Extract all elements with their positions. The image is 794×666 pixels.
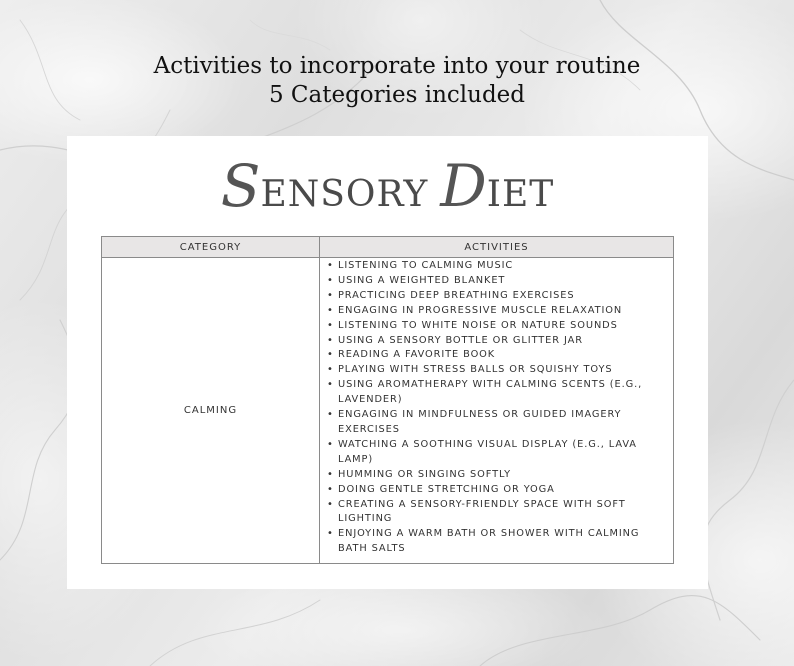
list-item: • USING AROMATHERAPY WITH CALMING SCENTS (E.G., LAVENDER): [327, 378, 669, 408]
list-item: • USING A WEIGHTED BLANKET: [327, 274, 669, 289]
title-word2-rest: IET: [486, 174, 555, 215]
list-item: • ENGAGING IN PROGRESSIVE MUSCLE RELAXATION: [327, 304, 669, 319]
activities-table: [101, 236, 674, 564]
list-item: • CREATING A SENSORY-FRIENDLY SPACE WITH SOFT LIGHTING: [327, 498, 669, 528]
list-item: • PRACTICING DEEP BREATHING EXERCISES: [327, 289, 669, 304]
activities-list: [327, 259, 669, 557]
list-item: • LISTENING TO CALMING MUSIC: [327, 259, 669, 274]
title-word1-initial: S: [220, 152, 261, 220]
column-header-activities: ACTIVITIES: [320, 237, 674, 258]
title-word2-initial: D: [440, 152, 487, 220]
sheet-title: [67, 146, 708, 226]
category-cell: CALMING: [102, 258, 320, 564]
column-header-category: CATEGORY: [102, 237, 320, 258]
list-item: • WATCHING A SOOTHING VISUAL DISPLAY (E.G., LAVA LAMP): [327, 438, 669, 468]
table-header-row: [102, 237, 674, 258]
list-item: • READING A FAVORITE BOOK: [327, 348, 669, 363]
list-item: • HUMMING OR SINGING SOFTLY: [327, 468, 669, 483]
activities-cell: [320, 258, 674, 564]
title-word1-rest: ENSORY: [260, 174, 429, 215]
headline-line-2: 5 Categories included: [268, 82, 526, 108]
table-row: [102, 258, 674, 564]
list-item: • DOING GENTLE STRETCHING OR YOGA: [327, 483, 669, 498]
list-item: • ENJOYING A WARM BATH OR SHOWER WITH CALMING BATH SALTS: [327, 527, 669, 557]
list-item: • ENGAGING IN MINDFULNESS OR GUIDED IMAGERY EXERCISES: [327, 408, 669, 438]
list-item: • USING A SENSORY BOTTLE OR GLITTER JAR: [327, 334, 669, 349]
list-item: • PLAYING WITH STRESS BALLS OR SQUISHY TOYS: [327, 363, 669, 378]
sensory-diet-sheet: [67, 136, 708, 589]
headline-line-1: Activities to incorporate into your routine: [153, 53, 641, 79]
list-item: • LISTENING TO WHITE NOISE OR NATURE SOUNDS: [327, 319, 669, 334]
